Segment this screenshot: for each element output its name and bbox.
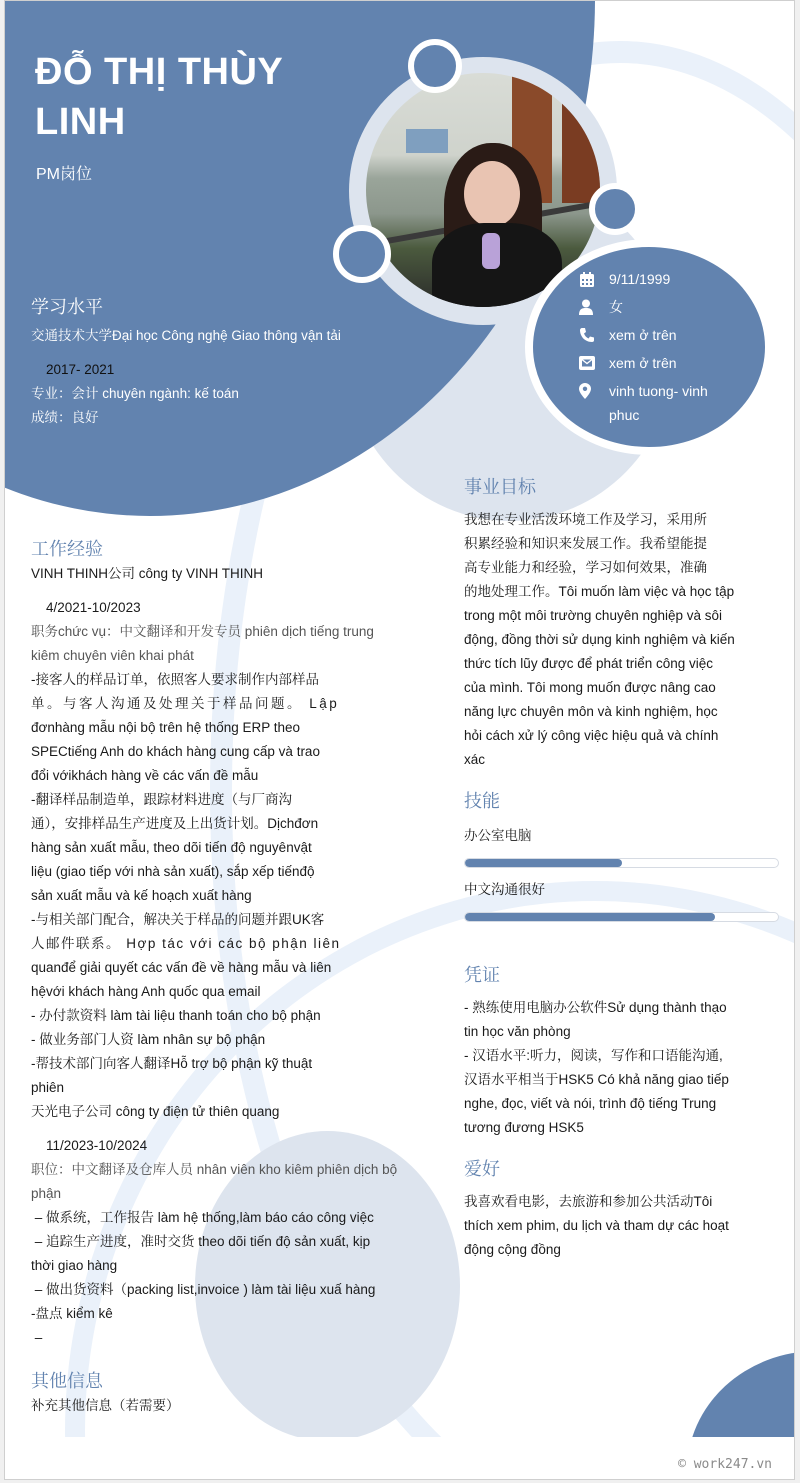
- decorative-dot-left: [333, 225, 391, 283]
- job-company: 天光电子公司 công ty điện tử thiên quang: [31, 1104, 280, 1119]
- certificates-text: - 熟练使用电脑办公软件Sử dụng thành thạo tin học văn phòng - 汉语水平:听力，阅读，写作和口语能沟通, 汉语水平相当于HSK5 Có khả năng giao tiếp nghe, đọc, viết và nói, trình độ tiếng Trung tương đương HSK5: [464, 1000, 729, 1135]
- job-duty: phiên: [31, 1080, 65, 1095]
- other-info-text: 补充其他信息（若需要）: [31, 1398, 180, 1413]
- job-duty: SPECtiếng Anh do khách hàng cung cấp và trao: [31, 744, 320, 759]
- school-name: 交通技术大学Đại học Công nghệ Giao thông vận tải: [31, 328, 341, 343]
- job-duty: -翻译样品制造单，跟踪材料进度（与厂商沟: [31, 792, 292, 807]
- job-duty: – 做出货资料（packing list,invoice ) làm tài liệu xuấ hàng: [31, 1282, 376, 1297]
- job-duty: -盘点 kiểm kê: [31, 1306, 113, 1321]
- skill-bar-fill: [465, 913, 715, 921]
- career-goal-text: 我想在专业活泼环境工作及学习，采用所 积累经验和知识来发展工作。我希望能提 高专业能力和经验，学习如何效果，准确 的地处理工作。Tôi muốn làm việc và học tập trong một môi trường chuyên nghiệp và sôi động, đồng thời sử dụng kinh nghiệm và kiến thức tích lũy được để phát triển công việc của mình. Tôi mong muốn được nâng cao năng lực chuyên môn và kinh nghiệm, học hỏi cách xử lý công việc hiệu quả và chính xác: [464, 512, 735, 767]
- job-duty: - 做业务部门人资 làm nhân sự bộ phận: [31, 1032, 266, 1047]
- user-icon: [579, 295, 609, 319]
- job-duty: -接客人的样品订单，依照客人要求制作内部样品: [31, 672, 319, 687]
- major: 专业：会计 chuyên ngành: kế toán: [31, 386, 239, 401]
- job-duty: -帮技术部门向客人翻译Hỗ trợ bộ phận kỹ thuật: [31, 1056, 313, 1071]
- skill-bar-fill: [465, 859, 622, 867]
- decorative-dot-top: [408, 39, 462, 93]
- job-entry: [31, 1100, 401, 1350]
- job-duty: – 追踪生产进度，准时交货 theo dõi tiến độ sản xuất, kịp: [31, 1234, 371, 1249]
- job-duty: hệvới khách hàng Anh quốc qua email: [31, 984, 261, 999]
- job-duty: 单。与客人沟通及处理关于样品问题。 Lập: [31, 696, 340, 711]
- job-duty: –: [31, 1330, 43, 1345]
- job-duty: 人邮件联系。 Hợp tác với các bộ phận liên: [31, 936, 341, 951]
- calendar-icon: [579, 267, 609, 291]
- info-phone: xem ở trên: [579, 323, 729, 351]
- job-duty: quanđể giải quyết các vấn đề về hàng mẫu và liên: [31, 960, 332, 975]
- skill-label: 中文沟通很好: [464, 882, 545, 897]
- certificates-title: 凭证: [464, 965, 500, 985]
- resume-page: [4, 0, 795, 1480]
- job-position: 职务chức vụ：中文翻译和开发专员 phiên dịch tiếng trung kiêm chuyên viên khai phát: [31, 624, 374, 663]
- info-email: xem ở trên: [579, 351, 729, 379]
- info-address: vinh tuong- vinh phuc: [579, 379, 729, 427]
- job-duty: - 办付款资料 làm tài liệu thanh toán cho bộ phận: [31, 1008, 321, 1023]
- location-icon: [579, 379, 609, 403]
- section-title: 学习水平: [31, 297, 103, 317]
- left-column: [31, 536, 401, 1418]
- hobbies-text: 我喜欢看电影，去旅游和参加公共活动Tôi thích xem phim, du lịch và tham dự các hoạt động cộng đồng: [464, 1194, 729, 1257]
- job-duty: sản xuất mẫu và kế hoạch xuất hàng: [31, 888, 252, 903]
- skill-item: [464, 878, 784, 922]
- job-company: VINH THINH公司 công ty VINH THINH: [31, 566, 264, 581]
- skills-title: 技能: [464, 791, 500, 811]
- other-info-title: 其他信息: [31, 1371, 103, 1391]
- work-experience-title: 工作经验: [31, 539, 103, 559]
- education-period: 2017- 2021: [46, 362, 115, 377]
- skill-item: [464, 824, 784, 868]
- email-icon: [579, 351, 609, 375]
- personal-info: [579, 267, 729, 427]
- job-period: 4/2021-10/2023: [46, 600, 141, 615]
- job-period: 11/2023-10/2024: [46, 1138, 148, 1153]
- career-goal-title: 事业目标: [464, 477, 536, 497]
- education-section: [31, 293, 341, 430]
- info-gender: 女: [579, 295, 729, 323]
- bottom-margin: [5, 1437, 794, 1480]
- job-duty: – 做系统，工作报告 làm hệ thống,làm báo cáo công việc: [31, 1210, 374, 1225]
- job-duty: thời giao hàng: [31, 1258, 118, 1273]
- job-position: 职位：中文翻译及仓库人员 nhân viên kho kiêm phiên dịch bộ phận: [31, 1162, 398, 1201]
- job-duty: hàng sản xuất mẫu, theo dõi tiến độ nguyênvật: [31, 840, 312, 855]
- job-entry: [31, 562, 401, 1100]
- job-duty: 通），安排样品生产进度及上出货计划。Dịchđơn: [31, 816, 319, 831]
- job-role: PM岗位: [36, 166, 93, 183]
- skill-bar: [464, 858, 779, 868]
- job-duty: -与相关部门配合，解决关于样品的问题并跟UK客: [31, 912, 325, 927]
- info-birthdate: 9/11/1999: [579, 267, 729, 295]
- right-column: [464, 474, 784, 1262]
- watermark: © work247.vn: [678, 1457, 772, 1472]
- skill-bar: [464, 912, 779, 922]
- candidate-name: ĐỖ THỊ THÙY LINH: [35, 51, 284, 143]
- job-duty: đơnhàng mẫu nội bộ trên hệ thống ERP theo: [31, 720, 301, 735]
- decorative-dot-right: [589, 183, 641, 235]
- job-duty: liệu (giao tiếp với nhà sản xuất), sắp xếp tiếnđộ: [31, 864, 315, 879]
- phone-icon: [579, 323, 609, 347]
- job-duty: đổi vớikhách hàng về các vấn đề mẫu: [31, 768, 259, 783]
- hobbies-title: 爱好: [464, 1159, 500, 1179]
- grade: 成绩：良好: [31, 410, 99, 425]
- skill-label: 办公室电脑: [464, 828, 532, 843]
